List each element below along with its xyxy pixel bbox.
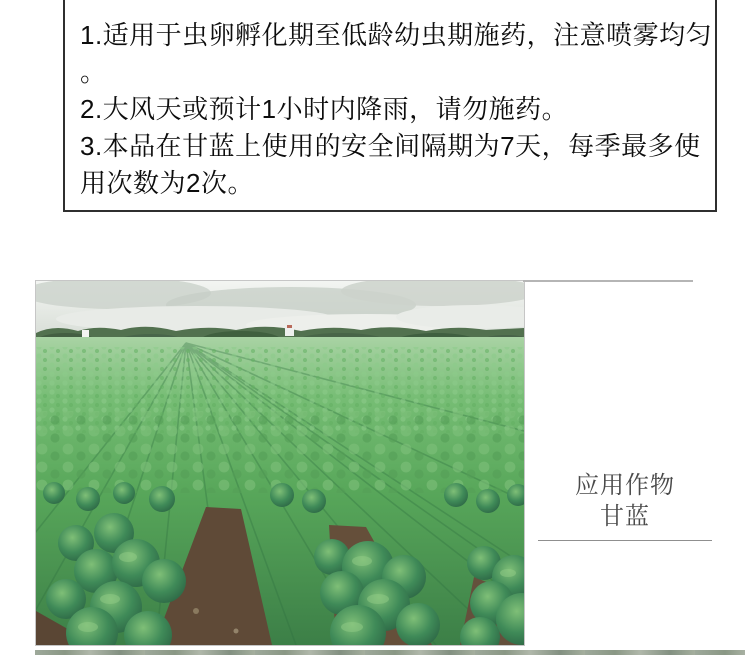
usage-note-line: 2.大风天或预计1小时内降雨，请勿施药。 [80, 94, 569, 124]
usage-note-line: 用次数为2次。 [80, 168, 254, 198]
usage-note-line: 1.适用于虫卵孵化期至低龄幼虫期施药，注意喷雾均匀 [80, 20, 713, 50]
usage-note-line: 。 [80, 57, 107, 87]
crop-panel-value: 甘蓝 [600, 503, 650, 530]
crop-panel-title: 应用作物 [575, 472, 675, 499]
cabbage-field-photo [35, 280, 525, 646]
usage-notes-box [63, 0, 717, 212]
farm-building [82, 330, 89, 337]
usage-note-line: 3.本品在甘蓝上使用的安全间隔期为7天，每季最多使 [80, 131, 701, 161]
crop-panel [538, 470, 712, 532]
next-section-edge [35, 650, 745, 655]
crop-panel-bottom-divider [538, 540, 712, 541]
farm-building [285, 328, 294, 336]
crop-panel-top-divider [523, 280, 693, 282]
